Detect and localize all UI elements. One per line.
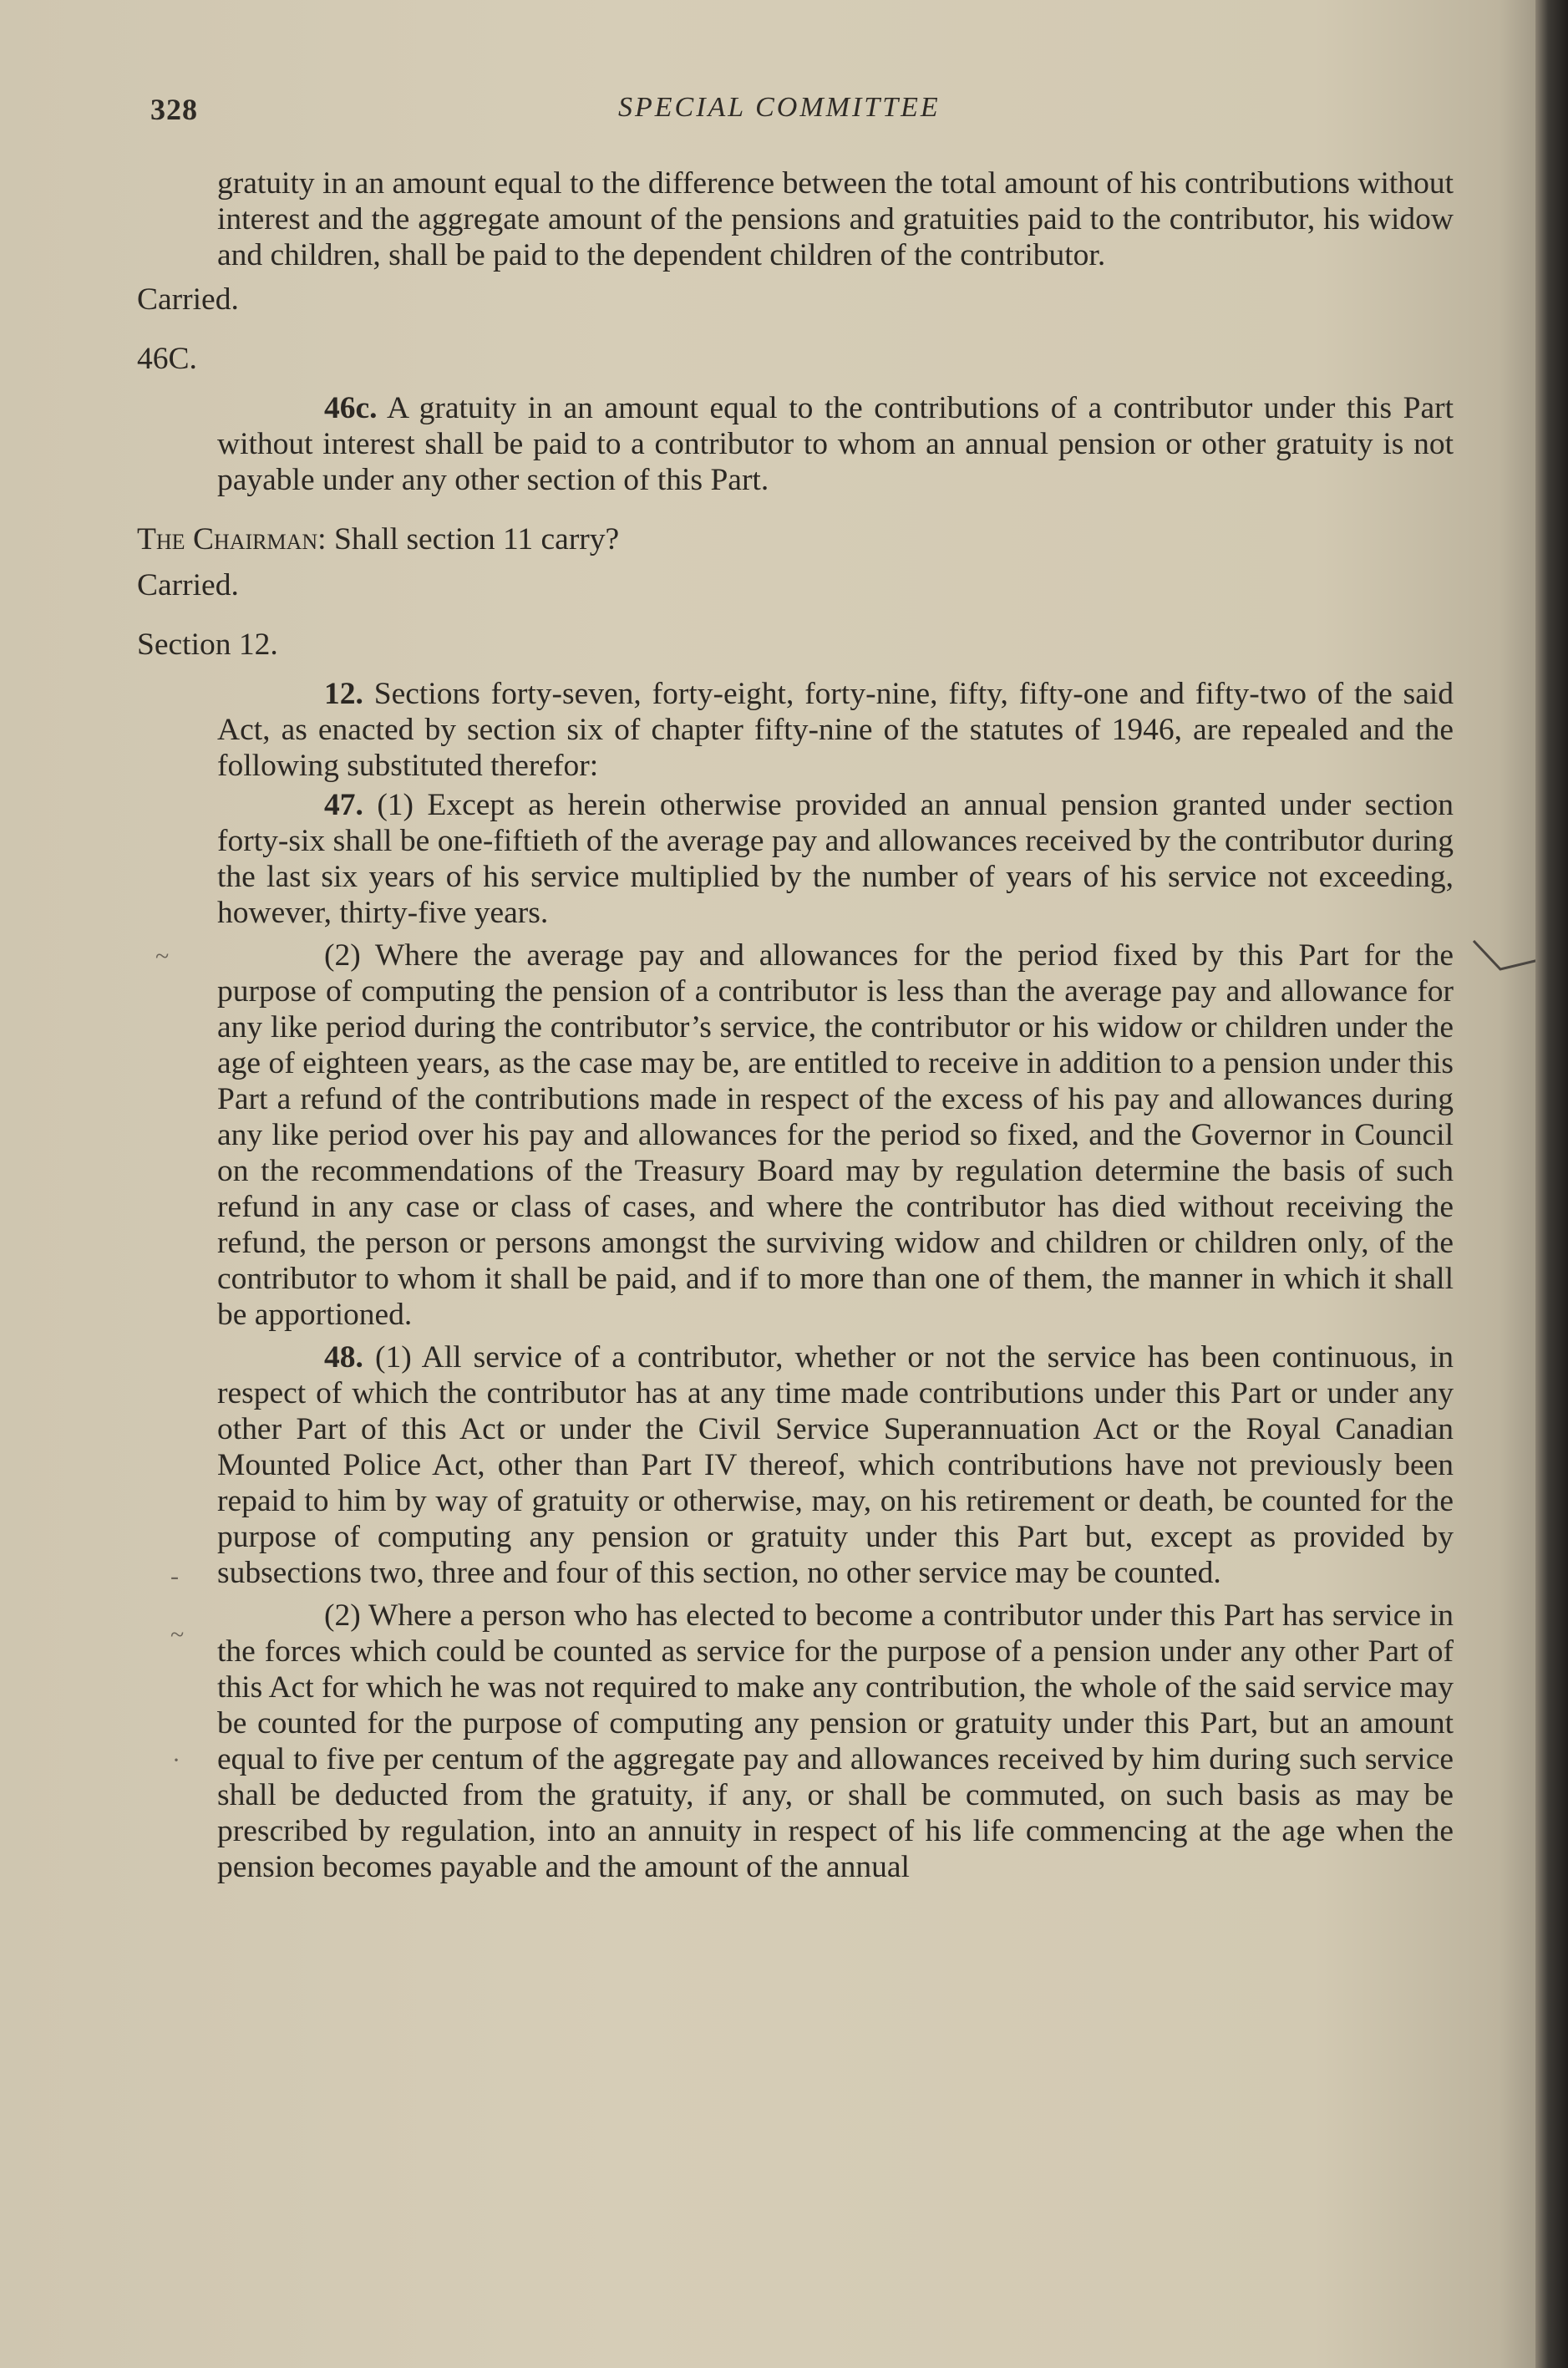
section-47-subsection-1 [217,787,1454,931]
section-number-12: 12. [324,677,363,711]
page-number: 328 [150,93,198,126]
section-heading-46c: 46C. [137,342,197,376]
chairman-label: The Chairman: [137,522,327,556]
section-48-subsection-1 [217,1339,1454,1591]
section-number-46c: 46c. [324,391,378,425]
section-46c-paragraph [217,390,1454,498]
section-47-subsection-2: (2) Where the average pay and allowances for the period fixed by this Part for the purpose of computing the pension of a contributor is less than the average pay and allowance for any like period during the contributor’s service, the contributor or his widow or children under the age of eighteen years, as the case may be, are entitled to receive in addition to a pension under this Part a refund of the contributions made in respect of the excess of his pay and allowances during any like period over his pay and allowances for the period so fixed, and the Governor in Council on the recommendations of the Treasury Board may by regulation determine the basis of such refund in any case or class of cases, and where the contributor has died without receiving the refund, the person or persons amongst the surviving widow and children or children only, of the contributor to whom it shall be paid, and if to more than one of them, the manner in which it shall be apportioned. [217,938,1454,1332]
carried-line: Carried. [137,568,239,602]
paragraph-gratuity-continued: gratuity in an amount equal to the difference between the total amount of his contributions without interest and the aggregate amount of the pensions and gratuities paid to the contributor, his widow and children, shall be paid to the dependent children of the contributor. [217,166,1454,272]
running-head: SPECIAL COMMITTEE [618,92,941,123]
section-12-text: Sections forty-seven, forty-eight, forty-nine, fifty, fifty-one and fifty-two of the said Act, as enacted by section six of chapter fifty-nine of the statutes of 1946, are repealed and the following substituted therefor: [217,677,1454,783]
section-number-47: 47. [324,788,363,822]
section-48-1-text: (1) All service of a contributor, whether or not the service has been continuous, in respect of which the contributor has at any time made contributions under this Part or under any other Part of this Act or under the Civil Service Superannuation Act or the Royal Canadian Mounted Police Act, other than Part IV thereof, which contributions have not previously been repaid to him by way of gratuity or otherwise, may, on his retirement or death, be counted for the purpose of computing any pension or gratuity under this Part but, except as provided by subsections two, three and four of this section, no other service may be counted. [217,1340,1454,1590]
section-12-paragraph [217,676,1454,784]
section-48-subsection-2: (2) Where a person who has elected to become a contributor under this Part has service in the forces which could be counted as service for the purpose of a pension under any other Part of this Act for which he was not required to make any contribution, the whole of the said service may be counted for the purpose of computing any pension or gratuity under this Part, but an amount equal to five per centum of the aggregate pay and allowances received by him during such service shall be deducted from the gratuity, if any, or shall be commuted, on such basis as may be prescribed by regulation, into an annuity in respect of his life commencing at the age when the pension becomes payable and the amount of the annual [217,1598,1454,1884]
section-46c-text: A gratuity in an amount equal to the contributions of a contributor under this Part without interest shall be paid to a contributor to whom an annual pension or other gratuity is not payable under any other section of this Part. [217,391,1454,497]
carried-line: Carried. [137,282,239,317]
margin-mark: - [170,1563,179,1590]
book-spine [1535,0,1568,2368]
body-text [137,165,1454,1885]
chairman-remark [137,521,1454,557]
section-47-1-text: (1) Except as herein otherwise provided an annual pension granted under section forty-six shall be one-fiftieth of the average pay and allowances received by the contributor during the last six years of his service multiplied by the number of years of his service not exceeding, however, thirty-five years. [217,788,1454,930]
chairman-question: Shall section 11 carry? [333,522,620,556]
pencil-check-mark [1470,936,1545,994]
margin-mark: ~ [155,943,170,970]
page-header [150,92,1454,134]
margin-mark: · [172,1746,180,1774]
section-number-48: 48. [324,1340,363,1375]
section-heading-12: Section 12. [137,628,278,662]
margin-mark: ~ [170,1621,185,1649]
